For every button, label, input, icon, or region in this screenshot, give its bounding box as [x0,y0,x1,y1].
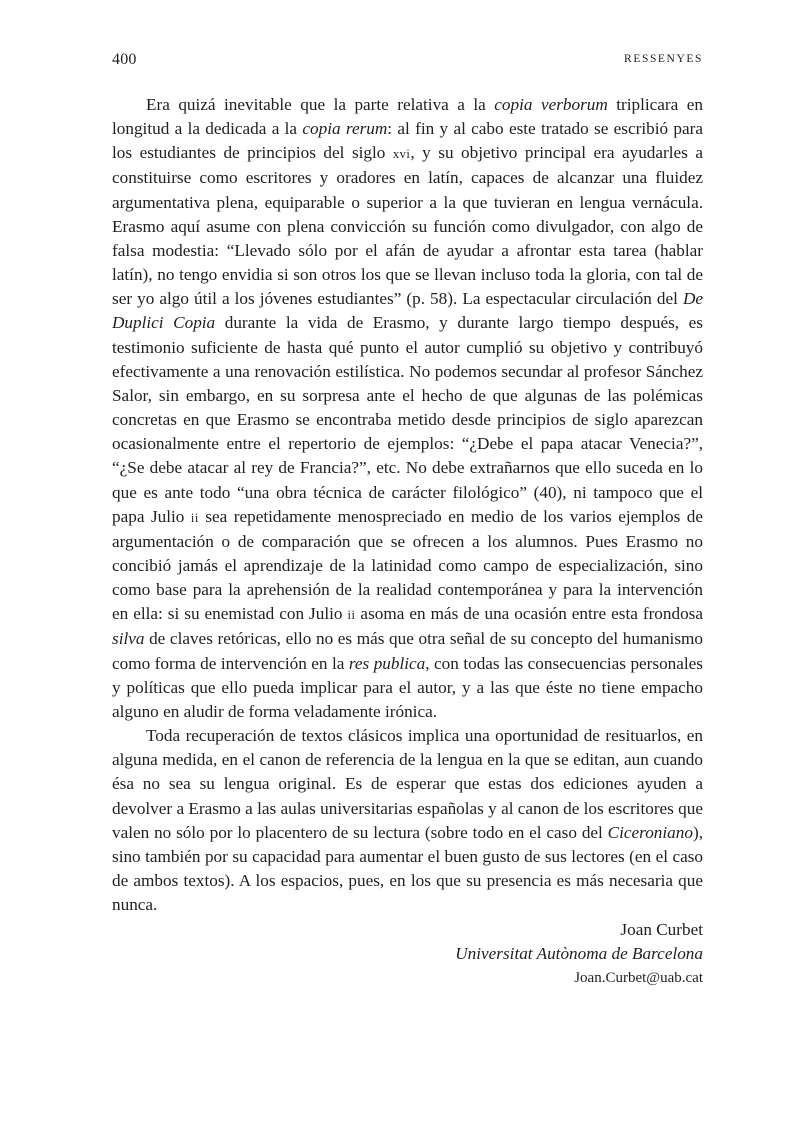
italic-title: Ciceroniano [607,822,693,842]
author-name: Joan Curbet [620,920,703,939]
text-run: sea repetidamente menospreciado en medio de los varios ejemplos de argumentación o de comparación que se ofrecen a los alumnos. Pues Erasmo no concibió jamás el aprendizaje de la latinidad como campo de especialización, sino como base para la aprehensión de la realidad contemporánea y para la intervención en ella: si su enemistad con Julio [112,506,703,624]
paragraph-2 [112,724,703,917]
text-run: Toda recuperación de textos clásicos implica una oportunidad de resituarlos, en alguna medida, en el canon de referencia de la lengua en la que se editan, aun cuando ésa no sea su lengua original. Es de esperar que estas dos ediciones ayuden a devolver a Erasmo a las aulas universitarias españolas y al canon de los escritores que valen no sólo por lo placentero de su lectura (sobre todo en el caso del [112,726,703,842]
italic-title: De Duplici Copia [112,289,703,333]
italic-term: silva [112,629,145,649]
text-run: , y su objetivo principal era ayudarles a constituirse como escritores y oradores en latín, capaces de alcanzar una fluidez argumentativa plena, equiparable o superior a la que tuvieran en lengua vernácula. Erasmo aquí asume con plena convicción su función como divulgador, con algo de falsa modestia: “Llevado sólo por el afán de ayudar a afrontar esta tarea (hablar latín), no tengo envidia si son otros los que se llevan incluso toda la gloria, con tal de ser yo algo útil a los jóvenes estudiantes” (p. 58). La espectacular circulación del [112,143,703,309]
text-run: triplicara en longitud a la dedicada a la [112,95,703,139]
signature-block [455,918,703,990]
page-number: 400 [112,51,137,68]
italic-term: res publica [348,653,426,673]
running-head: RESSENYES [624,53,703,65]
roman-numeral: ii [190,510,199,525]
text-run: , con todas las consecuencias personales y políticas que ello pueda implicar para el autor, y a las que éste no tiene empacho alguno en aludir de forma veladamente irónica. [112,653,703,721]
author-affiliation: Universitat Autònoma de Barcelona [455,944,703,963]
roman-numeral: ii [347,608,356,623]
text-run: ), sino también por su capacidad para aumentar el buen gusto de sus lectores (en el caso de ambos textos). A los espacios, pues, en los que su presencia es más necesaria que nunca. [112,822,703,915]
text-run: : al fin y al cabo este tratado se escribió para los estudiantes de principios del siglo [112,119,703,163]
roman-numeral: xvi [392,147,411,162]
paragraph-1 [112,93,703,724]
page-header [112,51,703,71]
text-run: asoma en más de una ocasión entre esta frondosa [355,604,703,624]
author-email[interactable]: Joan.Curbet@uab.cat [574,970,703,986]
text-run: Era quizá inevitable que la parte relativa a la [146,95,495,114]
text-run: durante la vida de Erasmo, y durante largo tiempo después, es testimonio suficiente de hasta qué punto el autor cumplió su objetivo y contribuyó efectivamente a una renovación estilística. No podemos secundar al profesor Sánchez Salor, sin embargo, en su sorpresa ante el hecho de que algunas de las polémicas concretas en que Erasmo se encontraba metido desde principios de siglo aparezcan ocasionalmente entre el repertorio de ejemplos: “¿Debe el papa atacar Venecia?”, “¿Se debe atacar al rey de Francia?”, etc. No debe extrañarnos que ello suceda en lo que es ante todo “una obra técnica de carácter filológico” (40), ni tampoco que el papa Julio [112,313,703,526]
italic-term: copia rerum [302,119,388,139]
body-text [112,93,703,917]
text-run: de claves retóricas, ello no es más que otra señal de su concepto del humanismo como forma de intervención en la [112,629,703,673]
italic-term: copia verborum [494,95,608,114]
